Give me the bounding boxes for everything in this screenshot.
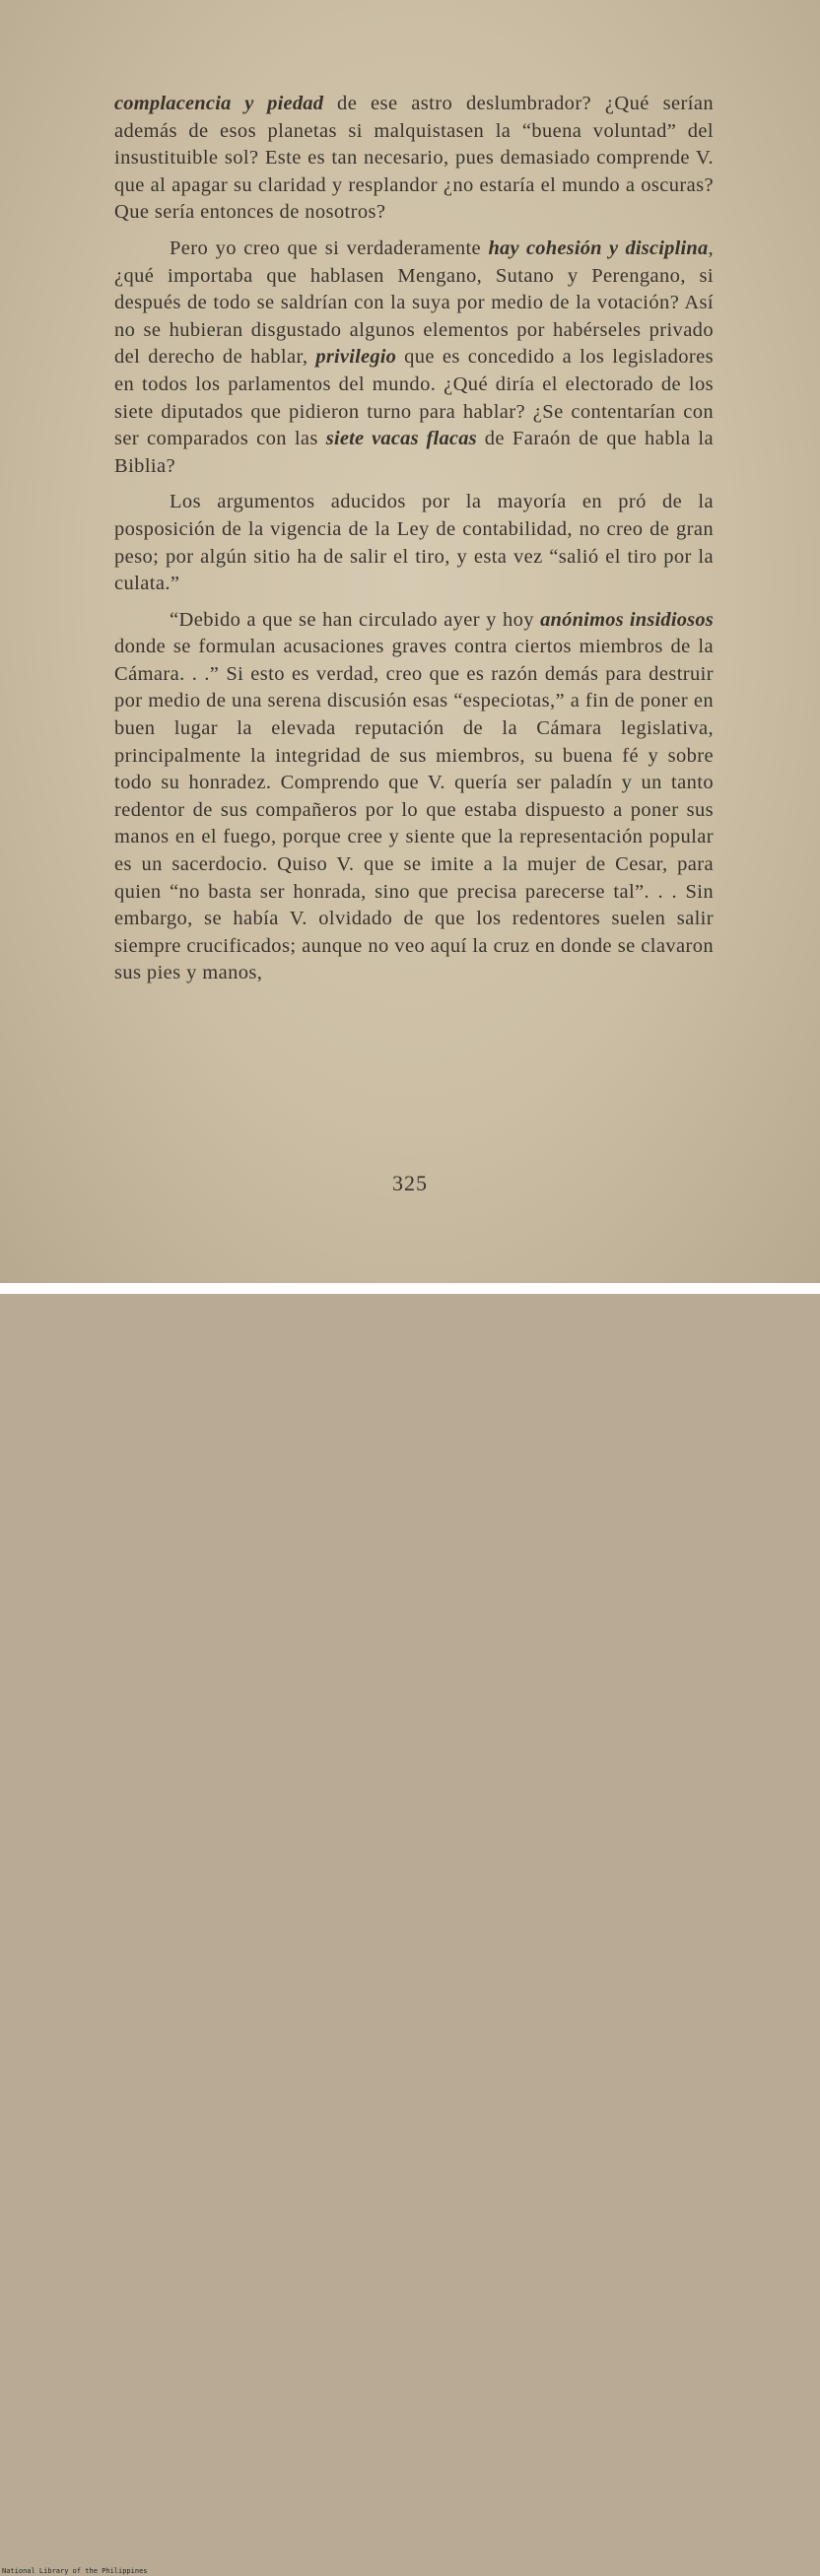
text-run: “Debido a que se han circulado ayer y hoy	[170, 608, 541, 631]
text-run: , ¿qué importaba que hablasen Mengano, Sutano y Perengano, si después de todo se saldrían con la suya por medio de la votación? Así no se hubieran disgustado algunos elementos por habérseles privado del derecho de hablar,	[114, 237, 714, 369]
italic-phrase: siete vacas flacas	[325, 428, 477, 450]
paragraph	[114, 236, 714, 480]
book-page	[0, 0, 820, 1283]
italic-phrase: hay cohesión y disciplina	[488, 237, 709, 259]
paragraph	[114, 607, 714, 987]
italic-phrase: privilegio	[315, 346, 397, 369]
library-credit: National Library of the Philippines	[2, 2567, 148, 2575]
credit-strip	[0, 1283, 820, 2575]
italic-phrase: complacencia y piedad	[114, 93, 324, 114]
text-run: de ese astro deslumbrador? ¿Qué serían además de esos planetas si malquistasen la “buena voluntad” del insustituible sol? Este es tan necesario, pues demasiado comprende V. que al apagar su claridad y resplandor ¿no estaría el mundo a oscuras? Que sería entonces de nosotros?	[114, 93, 714, 224]
text-run: Los argumentos aducidos por la mayoría en pró de la posposición de la vigencia de la Ley de contabilidad, no creo de gran peso; por algún sitio ha de salir el tiro, y esta vez “salió el tiro por la culata.”	[114, 491, 714, 595]
body-text	[114, 91, 714, 996]
page-number: 325	[392, 1171, 428, 1195]
text-run: de Faraón de que habla la Biblia?	[114, 428, 714, 477]
text-run: que es concedido a los legisladores en todos los parlamentos del mundo. ¿Qué diría el electorado de los siete diputados que pidieron turno para hablar? ¿Se contentarían con ser comparados con las	[114, 346, 714, 450]
paragraph	[114, 91, 714, 227]
text-run: Pero yo creo que si verdaderamente	[170, 237, 489, 259]
italic-phrase: anónimos insidiosos	[540, 608, 714, 631]
paragraph	[114, 489, 714, 597]
text-run: donde se formulan acusaciones graves contra ciertos miembros de la Cámara. . .” Si esto es verdad, creo que es razón demás para destruir por medio de una serena discusión esas “especiotas,” a fin de poner en buen lugar la elevada reputación de la Cámara legislativa, principalmente la integridad de sus miembros, su buena fé y sobre todo su honradez. Comprendo que V. quería ser paladín y un tanto redentor de sus compañeros por lo que estaba dispuesto a poner sus manos en el fuego, porque cree y siente que la representación popular es un sacerdocio. Quiso V. que se imite a la mujer de Cesar, para quien “no basta ser honrada, sino que precisa parecerse tal”. . . Sin embargo, se había V. olvidado de que los redentores suelen salir siempre crucificados; aunque no veo aquí la cruz en donde se clavaron sus pies y manos,	[114, 636, 714, 984]
